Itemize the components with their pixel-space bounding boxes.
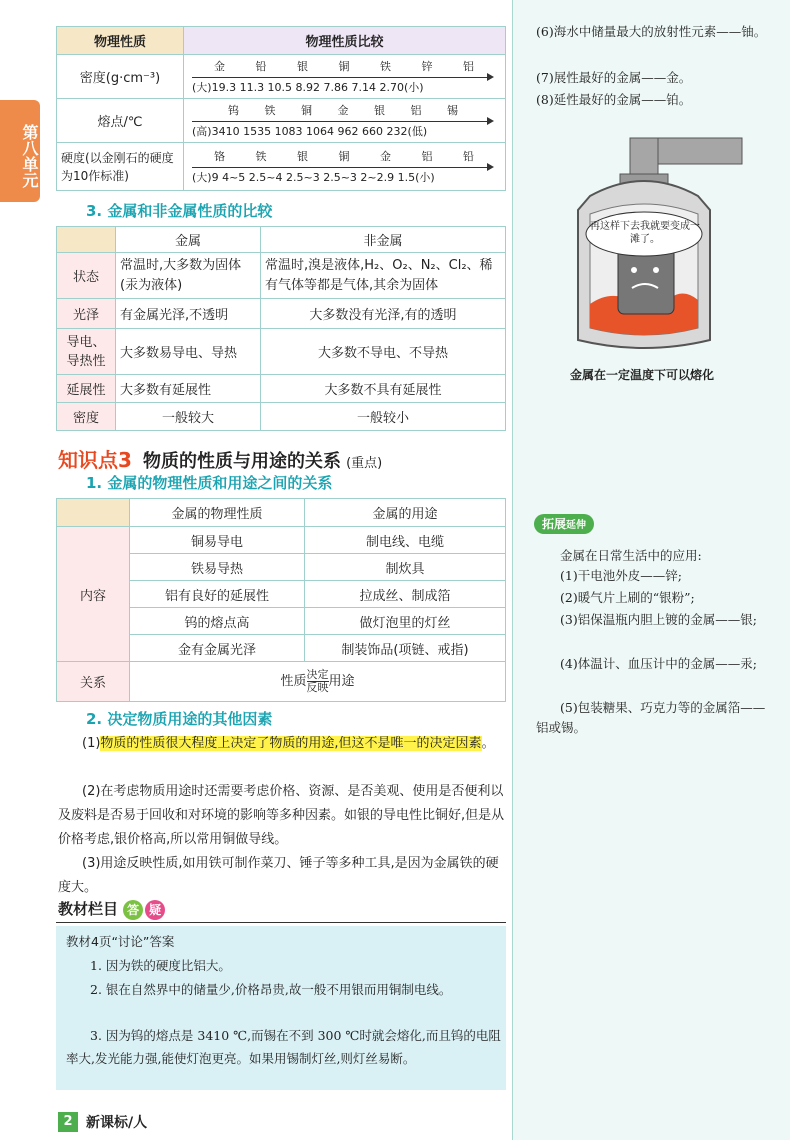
extension-title: 金属在日常生活中的应用: <box>560 548 702 563</box>
kp3-tag: (重点) <box>346 456 383 471</box>
hardness-metal: 铜 <box>338 150 350 163</box>
eye-right <box>653 267 659 273</box>
relation-arrows <box>307 669 329 694</box>
para1-highlight: 物质的性质很大程度上决定了物质的用途,但这不是唯一的决定因素 <box>100 736 482 751</box>
compare-header-nonmetal: 非金属 <box>261 227 506 253</box>
extension-item-3: (3)铝保温瓶内胆上镀的金属——银; <box>560 612 757 627</box>
hardness-metal: 银 <box>297 150 308 163</box>
melting-values: (高)3410 1535 1083 1064 962 660 232(低) <box>192 125 428 138</box>
qa-rule <box>56 922 506 923</box>
row-nonmetal: 常温时,溴是液体,H₂、O₂、N₂、Cl₂、稀有气体等都是气体,其余为固体 <box>261 253 506 299</box>
melting-metal: 铜 <box>301 104 312 117</box>
density-metal: 铅 <box>255 60 267 73</box>
density-metals <box>214 58 474 74</box>
density-metal: 铝 <box>463 60 474 73</box>
kp3-title: 物质的性质与用途的关系 <box>143 451 342 472</box>
speech-text: 再这样下去我就要变成一滩了。 <box>590 221 700 245</box>
illustration-caption: 金属在一定温度下可以熔化 <box>570 368 715 382</box>
melting-scale <box>184 99 506 143</box>
section3-title: 3. 金属和非金属性质的比较 <box>86 202 273 220</box>
row-label: 导电、导热性 <box>57 329 116 375</box>
extension-item-4: (4)体温计、血压计中的金属——汞; <box>560 656 757 671</box>
use-prop: 铜易导电 <box>130 527 305 554</box>
compare-header-metal: 金属 <box>116 227 261 253</box>
relation-label: 关系 <box>57 662 130 702</box>
eye-left <box>631 267 637 273</box>
compare-corner <box>57 227 116 253</box>
hardness-values: (大)9 4~5 2.5~4 2.5~3 2.5~3 2~2.9 1.5(小) <box>192 171 435 184</box>
density-metal: 金 <box>214 60 225 73</box>
para-1 <box>58 732 508 756</box>
row-metal: 常温时,大多数为固体(汞为液体) <box>116 253 261 299</box>
density-scale <box>184 55 506 99</box>
extension-label-a: 拓展 <box>542 517 567 531</box>
melting-metal: 银 <box>374 104 385 117</box>
density-metal: 铁 <box>380 60 391 73</box>
para1-end: 。 <box>481 736 495 751</box>
kp3-prefix: 知识点3 <box>58 448 132 472</box>
density-metal: 锌 <box>421 60 433 73</box>
sidebar-divider <box>512 0 513 1140</box>
melting-metal: 铁 <box>264 104 276 117</box>
row-nonmetal: 大多数不具有延展性 <box>261 375 506 403</box>
hardness-metal: 铝 <box>421 150 433 163</box>
side-item-8: (8)延性最好的金属——铂。 <box>536 92 692 107</box>
qa-subtitle: 教材4页“讨论”答案 <box>66 934 175 949</box>
extension-label-b: 延伸 <box>566 520 587 531</box>
use-use: 制装饰品(项链、戒指) <box>305 635 506 662</box>
row-nonmetal: 大多数没有光泽,有的透明 <box>261 299 506 329</box>
use-use: 制炊具 <box>305 554 506 581</box>
hardness-arrow <box>192 167 492 168</box>
qa-heading <box>58 898 165 920</box>
relation-top: 决定 <box>306 668 329 681</box>
use-use: 做灯泡里的灯丝 <box>305 608 506 635</box>
para-2: (2)在考虑物质用途时还需要考虑价格、资源、是否美观、使用是否便利以及废料是否易于回收和对环境的影响等多种因素。如银的导电性比铜好,但是从价格考虑,银价格高,所以常用铜做导线。 <box>58 784 505 847</box>
melting-arrow <box>192 121 492 122</box>
density-values: (大)19.3 11.3 10.5 8.92 7.86 7.14 2.70(小) <box>192 81 424 94</box>
hardness-scale <box>184 143 506 191</box>
content-label: 内容 <box>57 527 130 662</box>
metal-block <box>618 248 674 314</box>
qa-head: 教材栏目 <box>58 900 119 918</box>
use-prop: 钨的熔点高 <box>130 608 305 635</box>
row-label: 密度 <box>57 403 116 431</box>
use-prop: 铝有良好的延展性 <box>130 581 305 608</box>
page-number: 2 <box>58 1112 78 1132</box>
density-metal: 银 <box>297 60 308 73</box>
row-metal: 一般较大 <box>116 403 261 431</box>
melting-label: 熔点/℃ <box>57 99 184 143</box>
use-use: 制电线、电缆 <box>305 527 506 554</box>
relation-left: 性质 <box>280 674 307 689</box>
hardness-metal: 铬 <box>214 150 225 163</box>
qa-answer-1: 1. 因为铁的硬度比铝大。 <box>90 958 231 973</box>
row-label: 光泽 <box>57 299 116 329</box>
qa-answer-3: 3. 因为钨的熔点是 3410 ℃,而锡在不到 300 ℃时就会熔化,而且钨的电阻率大,发光能力强,能使灯泡更亮。如果用锡制灯丝,则灯丝易断。 <box>66 1028 501 1066</box>
extension-item-2: (2)暖气片上刷的“银粉”; <box>560 590 695 605</box>
section1-title: 1. 金属的物理性质和用途之间的关系 <box>86 474 333 492</box>
qa-answer-2: 2. 银在自然界中的储量少,价格昂贵,故一般不用银而用铜制电线。 <box>90 982 452 997</box>
row-nonmetal: 一般较小 <box>261 403 506 431</box>
row-metal: 大多数有延展性 <box>116 375 261 403</box>
density-arrow <box>192 77 492 78</box>
row-metal: 有金属光泽,不透明 <box>116 299 261 329</box>
qa-badge-answer: 答 <box>123 900 143 920</box>
use-use: 拉成丝、制成箔 <box>305 581 506 608</box>
para-3: (3)用途反映性质,如用铁可制作菜刀、锤子等多种工具,是因为金属铁的硬度大。 <box>58 856 499 895</box>
row-label: 延展性 <box>57 375 116 403</box>
melting-metal: 钨 <box>228 104 239 117</box>
melting-metal: 金 <box>337 104 349 117</box>
properties-table <box>56 26 506 191</box>
para1-num: (1) <box>82 736 101 751</box>
extension-badge <box>534 514 594 534</box>
compare-table <box>56 226 506 431</box>
unit-tab: 第八单元 <box>0 100 40 202</box>
use-prop: 金有金属光泽 <box>130 635 305 662</box>
hardness-label: 硬度(以金刚石的硬度为10作标准) <box>57 143 184 191</box>
use-prop: 铁易导热 <box>130 554 305 581</box>
hardness-metal: 金 <box>380 150 391 163</box>
section2-title: 2. 决定物质用途的其他因素 <box>86 710 273 728</box>
use-corner <box>57 499 130 527</box>
series-name: 新课标/人 <box>86 1115 148 1131</box>
use-table <box>56 498 506 702</box>
use-header-prop: 金属的物理性质 <box>130 499 305 527</box>
relation-bottom: 反映 <box>306 681 329 694</box>
header-compare: 物理性质比较 <box>184 27 506 55</box>
row-metal: 大多数易导电、导热 <box>116 329 261 375</box>
hardness-metal: 铅 <box>463 150 474 163</box>
header-prop: 物理性质 <box>57 27 184 55</box>
side-item-7: (7)展性最好的金属——金。 <box>536 70 692 85</box>
extension-item-1: (1)干电池外皮——锌; <box>560 568 682 583</box>
extension-item-5: (5)包装糖果、巧克力等的金属箔——铝或锡。 <box>536 700 766 735</box>
use-header-use: 金属的用途 <box>305 499 506 527</box>
row-label: 状态 <box>57 253 116 299</box>
row-nonmetal: 大多数不导电、不导热 <box>261 329 506 375</box>
density-label: 密度(g·cm⁻³) <box>57 55 184 99</box>
hardness-metals <box>214 148 474 164</box>
density-metal: 铜 <box>338 60 350 73</box>
side-item-6: (6)海水中储量最大的放射性元素——铀。 <box>536 24 767 39</box>
hardness-metal: 铁 <box>255 150 267 163</box>
qa-badge-doubt: 疑 <box>145 900 165 920</box>
kp3-heading <box>58 444 382 473</box>
relation-cell <box>130 662 506 702</box>
melting-metal: 铝 <box>410 104 422 117</box>
relation-right: 用途 <box>328 674 355 689</box>
melting-metal: 锡 <box>447 104 458 117</box>
melting-metals <box>228 102 458 118</box>
